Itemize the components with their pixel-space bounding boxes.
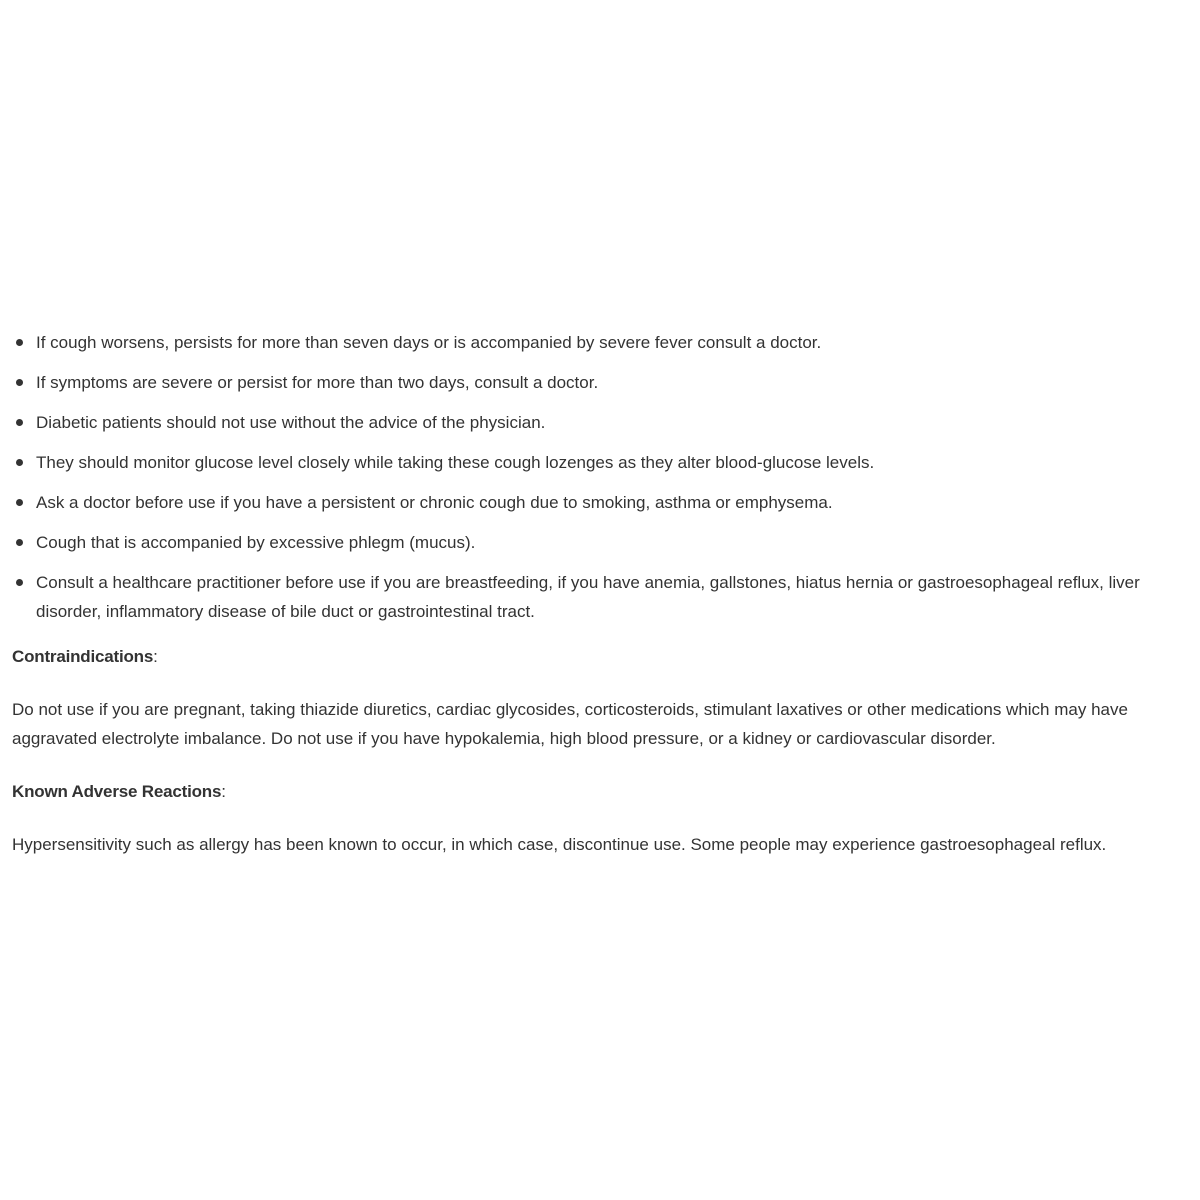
contraindications-heading-text: Contraindications xyxy=(12,647,154,666)
adverse-reactions-heading xyxy=(12,777,1194,806)
adverse-reactions-heading-text: Known Adverse Reactions xyxy=(12,782,222,801)
warnings-list xyxy=(12,328,1194,626)
list-item-text: Cough that is accompanied by excessive phlegm (mucus). xyxy=(36,533,476,552)
adverse-reactions-text: Hypersensitivity such as allergy has been known to occur, in which case, discontinue use. Some people may experience gastroesophageal reflux. xyxy=(12,835,1107,854)
list-item xyxy=(12,408,1194,437)
bullet-icon xyxy=(16,579,23,586)
bullet-icon xyxy=(16,419,23,426)
list-item-text: Ask a doctor before use if you have a persistent or chronic cough due to smoking, asthma or emphysema. xyxy=(36,493,833,512)
list-item xyxy=(12,528,1194,557)
document-content xyxy=(12,328,1194,859)
contraindications-heading xyxy=(12,642,1194,671)
bullet-icon xyxy=(16,339,23,346)
adverse-reactions-heading-colon: : xyxy=(221,782,226,801)
contraindications-text: Do not use if you are pregnant, taking thiazide diuretics, cardiac glycosides, corticosteroids, stimulant laxatives or other medications which may have aggravated electrolyte imbalance. Do not use if you have hypokalemia, high blood pressure, or a kidney or cardiovascular disorder. xyxy=(12,700,1128,748)
bullet-icon xyxy=(16,499,23,506)
list-item-text: If symptoms are severe or persist for more than two days, consult a doctor. xyxy=(36,373,599,392)
contraindications-heading-colon: : xyxy=(153,647,158,666)
list-item-text: Consult a healthcare practitioner before use if you are breastfeeding, if you have anemia, gallstones, hiatus hernia or gastroesophageal reflux, liver disorder, inflammatory disease of bile duct or gastrointestinal tract. xyxy=(36,573,1140,621)
list-item-text: They should monitor glucose level closely while taking these cough lozenges as they alter blood-glucose levels. xyxy=(36,453,875,472)
list-item xyxy=(12,568,1194,626)
list-item-text: If cough worsens, persists for more than seven days or is accompanied by severe fever consult a doctor. xyxy=(36,333,822,352)
bullet-icon xyxy=(16,379,23,386)
bullet-icon xyxy=(16,459,23,466)
list-item xyxy=(12,488,1194,517)
list-item xyxy=(12,448,1194,477)
list-item-text: Diabetic patients should not use without the advice of the physician. xyxy=(36,413,546,432)
list-item xyxy=(12,328,1194,357)
bullet-icon xyxy=(16,539,23,546)
list-item xyxy=(12,368,1194,397)
